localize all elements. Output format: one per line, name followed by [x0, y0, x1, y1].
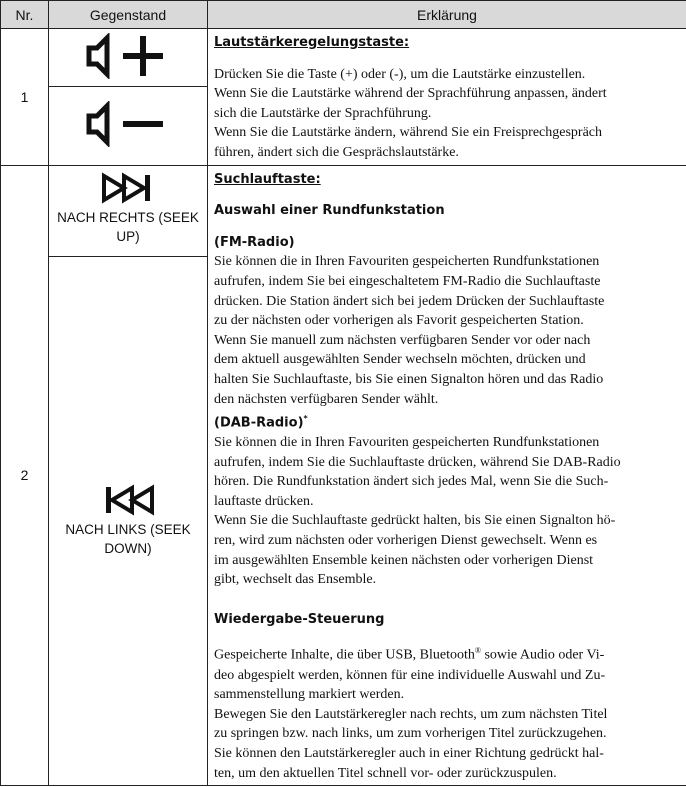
playback-subheading: Wiedergabe-Steuerung	[214, 611, 385, 627]
volume-text-2a: Wenn Sie die Lautstärke während der Sprachführung anpassen, ändert	[214, 86, 607, 102]
playback-text-7: ten, um den aktuellen Titel schnell vor- oder zurückzuspulen.	[214, 765, 557, 781]
fm-text-3: drücken. Die Station ändert sich bei jedem Drücken der Suchlauftaste	[214, 293, 605, 309]
header-nr: Nr.	[1, 1, 49, 29]
header-item: Gegenstand	[49, 1, 208, 29]
seek-explanation	[208, 165, 686, 786]
fm-heading: (FM-Radio)	[214, 234, 295, 250]
dab-text-7: im ausgewählten Ensemble keinen nächsten oder vorherigen Dienst	[214, 552, 594, 568]
seek-up-cell	[49, 165, 208, 256]
station-subheading: Auswahl einer Rundfunkstation	[214, 203, 445, 219]
volume-up-cell	[49, 29, 208, 87]
row-number-2: 2	[1, 165, 49, 786]
dab-heading: (DAB-Radio)	[214, 415, 304, 431]
volume-text-3a: Wenn Sie die Lautstärke ändern, während Sie ein Freisprechgespräch	[214, 125, 603, 141]
table-row-volume-plus	[1, 29, 686, 87]
header-explanation: Erklärung	[208, 1, 686, 29]
registered-mark: ®	[474, 646, 481, 656]
seek-title: Suchlauftaste:	[214, 171, 321, 187]
volume-title: Lautstärkeregelungstaste:	[214, 35, 410, 50]
dab-text-5: Wenn Sie die Suchlauftaste gedrückt halten, bis Sie einen Signalton hö-	[214, 513, 616, 529]
seek-down-icon	[100, 484, 156, 516]
dab-footnote-mark: *	[303, 414, 308, 424]
volume-text-2b: sich die Lautstärke der Sprachführung.	[214, 105, 432, 121]
fm-text-1: Sie können die in Ihren Favouriten gespeicherten Rundfunkstationen	[214, 254, 600, 270]
fm-text-2: aufrufen, indem Sie bei eingeschaltetem FM-Radio die Suchlauftaste	[214, 273, 601, 289]
playback-text-1	[214, 641, 680, 665]
fm-text-5: Wenn Sie manuell zum nächsten verfügbaren Sender vor oder nach	[214, 332, 591, 348]
header-row	[1, 1, 686, 29]
table-row-seek-up	[1, 165, 686, 256]
dab-text-1: Sie können die in Ihren Favouriten gespeicherten Rundfunkstationen	[214, 435, 600, 451]
fm-text-8: den nächsten verfügbaren Sender wählt.	[214, 391, 439, 407]
playback-text-2: deo abgespielt werden, können für eine individuelle Auswahl und Zu-	[214, 667, 606, 683]
volume-explanation	[208, 29, 686, 166]
playback-text-6: Sie können den Lautstärkeregler auch in einer Richtung gedrückt hal-	[214, 745, 604, 761]
dab-text-8: gibt, wechselt das Ensemble.	[214, 572, 377, 588]
volume-up-icon	[83, 33, 173, 79]
seek-up-label: NACH RECHTS (SEEK UP)	[57, 209, 199, 244]
volume-down-cell	[49, 87, 208, 165]
fm-text-4: zu der nächsten oder vorherigen als Favorit gespeicherten Station.	[214, 313, 584, 329]
row-number-1: 1	[1, 29, 49, 166]
playback-text-4: Bewegen Sie den Lautstärkeregler nach rechts, um zum nächsten Titel	[214, 706, 608, 722]
playback-text-1b: sowie Audio oder Vi-	[480, 648, 605, 664]
dab-heading-line	[214, 409, 680, 433]
volume-text-3b: führen, ändert sich die Gesprächslautstärke.	[214, 144, 459, 160]
playback-text-1a: Gespeicherte Inhalte, die über USB, Bluetooth	[214, 648, 475, 664]
volume-down-icon	[83, 101, 173, 147]
fm-text-6: dem aktuell ausgewählten Sender wechseln möchten, drücken und	[214, 352, 586, 368]
dab-text-3: hören. Die Rundfunkstation ändert sich jedes Mal, wenn Sie die Such-	[214, 474, 609, 490]
seek-down-label: NACH LINKS (SEEK DOWN)	[65, 521, 191, 556]
dab-text-2: aufrufen, indem Sie die Suchlauftaste drücken, während Sie DAB-Radio	[214, 454, 621, 470]
seek-up-icon	[100, 172, 156, 204]
playback-text-5: zu springen bzw. nach links, um zum vorherigen Titel zurückzugehen.	[214, 726, 607, 742]
dab-text-4: lauftaste drücken.	[214, 493, 314, 509]
volume-text-1: Drücken Sie die Taste (+) oder (-), um die Lautstärke einzustellen.	[214, 66, 586, 82]
dab-text-6: ren, wird zum nächsten oder vorherigen Dienst gewechselt. Wenn es	[214, 532, 598, 548]
fm-text-7: halten Sie Suchlauftaste, bis Sie einen Signalton hören und das Radio	[214, 371, 604, 387]
seek-down-cell	[49, 256, 208, 786]
playback-text-3: sammenstellung markiert werden.	[214, 687, 405, 703]
